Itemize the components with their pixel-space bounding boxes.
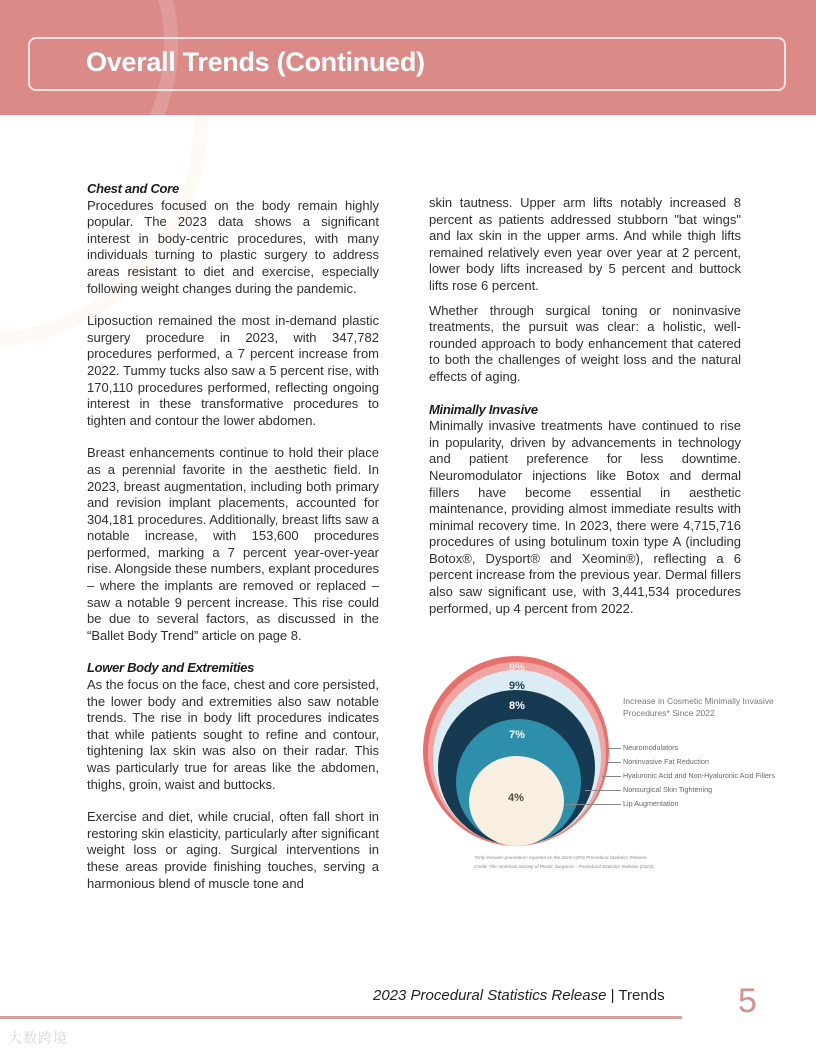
right-column [429, 195, 741, 633]
section-heading-minimally-invasive: Minimally Invasive [429, 401, 538, 417]
paragraph: Procedures focused on the body remain highly popular. The 2023 data shows a significant interest in body-centric procedures, with many individuals turning to plastic surgery to address areas resistant to diet and exercise, especially following weight changes during the pandemic. [87, 197, 379, 296]
paragraph: As the focus on the face, chest and core persisted, the lower body and extremities also saw notable trends. The rise in body lift procedures indicates that while patients sought to refine and contour, tightening lax skin was also on their radar. This was particularly true for areas like the abdomen, thighs, groin, waist and buttocks. [87, 677, 379, 792]
legend-skin-tightening: Nonsurgical Skin Tightening [623, 785, 713, 794]
paragraph: Breast enhancements continue to hold their place as a perennial favorite in the aesthetic field. In 2023, breast augmentation, including both primary and revision implant placements, accounted for 304,181 procedures. Additionally, breast lifts saw a notable increase, with 153,600 procedures performed, marking a 7 percent year-over-year rise. Alongside these numbers, explant procedures – where the implants are removed or replaced – saw a notable 9 percent increase. This rise could be due to several factors, as discussed in the “Ballet Body Trend” article on page 8. [87, 445, 379, 643]
chart-title: Increase in Cosmetic Minimally Invasive Procedures* Since 2022 [623, 696, 774, 718]
value-label: 8% [509, 700, 525, 712]
value-label: 9% [509, 680, 525, 692]
footer-rule [0, 1016, 682, 1019]
leader-line [602, 776, 621, 777]
leader-line [608, 748, 621, 749]
chart-footnote: *Only includes procedures reported on the 2019 ASPS Procedural Statistics Release. [474, 855, 648, 860]
legend-fillers: Hyaluronic Acid and Non-Hyaluronic Acid Fillers [623, 771, 775, 780]
section-heading-chest-core: Chest and Core [87, 181, 179, 196]
leader-line [606, 762, 621, 763]
legend-lip-augmentation: Lip Augmentation [623, 799, 679, 808]
value-label: 4% [508, 792, 524, 804]
paragraph: Exercise and diet, while crucial, often fall short in restoring skin elasticity, particularly after significant weight loss or aging. Surgical interventions in these areas provide finishing touches, serving a harmonious blend of muscle tone and [87, 809, 379, 891]
paragraph: Minimally invasive treatments have continued to rise in popularity, driven by advancements in technology and patient preference for less downtime. Neuromodulator injections like Botox and dermal fillers have become essential in aesthetic maintenance, providing almost immediate results with minimal recovery time. In 2023, there were 4,715,716 procedures of using botulinum toxin type A (including Botox®, Dysport® and Xeomin®), reflecting a 6 percent increase from the previous year. Dermal fillers also saw significant use, with 3,441,534 procedures performed, up 4 percent from 2022. [429, 418, 741, 616]
nested-circle-chart [423, 656, 623, 846]
legend-fat-reduction: Noninvasive Fat Reduction [623, 757, 709, 766]
legend-neuromodulators: Neuromodulators [623, 743, 679, 752]
paragraph: skin tautness. Upper arm lifts notably increased 8 percent as patients addressed stubborn "bat wings" and lax skin in the upper arms. And while thigh lifts remained relatively even year over year at 2 percent, lower body lifts increased by 5 percent and buttock lifts rose 6 percent. [429, 195, 741, 293]
page-title: Overall Trends (Continued) [86, 47, 425, 77]
footer-title [373, 987, 665, 1004]
value-label: 9% [509, 662, 525, 674]
left-column [87, 181, 379, 908]
footer-section: Trends [618, 987, 665, 1004]
leader-line [565, 804, 621, 805]
chart-credit: Credit: The American Society of Plastic Surgeons - Procedural Statistics Release (2023). [474, 864, 655, 869]
footer-separator: | [606, 987, 619, 1004]
page-number: 5 [738, 982, 757, 1020]
footer-publication: 2023 Procedural Statistics Release [373, 987, 607, 1004]
watermark: 大数跨境 [8, 1030, 68, 1046]
value-label: 7% [509, 729, 525, 741]
paragraph: Liposuction remained the most in-demand plastic surgery procedure in 2023, with 347,782 procedures performed, a 7 percent increase from 2022. Tummy tucks also saw a 5 percent rise, with 170,110 procedures performed, reflecting ongoing interest in these transformative procedures to tighten and contour the lower abdomen. [87, 313, 379, 428]
page-header-band [0, 0, 816, 115]
paragraph: Whether through surgical toning or noninvasive treatments, the pursuit was clear: a holistic, well-rounded approach to body enhancement that catered to both the challenges of weight loss and the natural effects of aging. [429, 302, 741, 384]
section-heading-lower-body: Lower Body and Extremities [87, 660, 255, 676]
leader-line [585, 790, 621, 791]
